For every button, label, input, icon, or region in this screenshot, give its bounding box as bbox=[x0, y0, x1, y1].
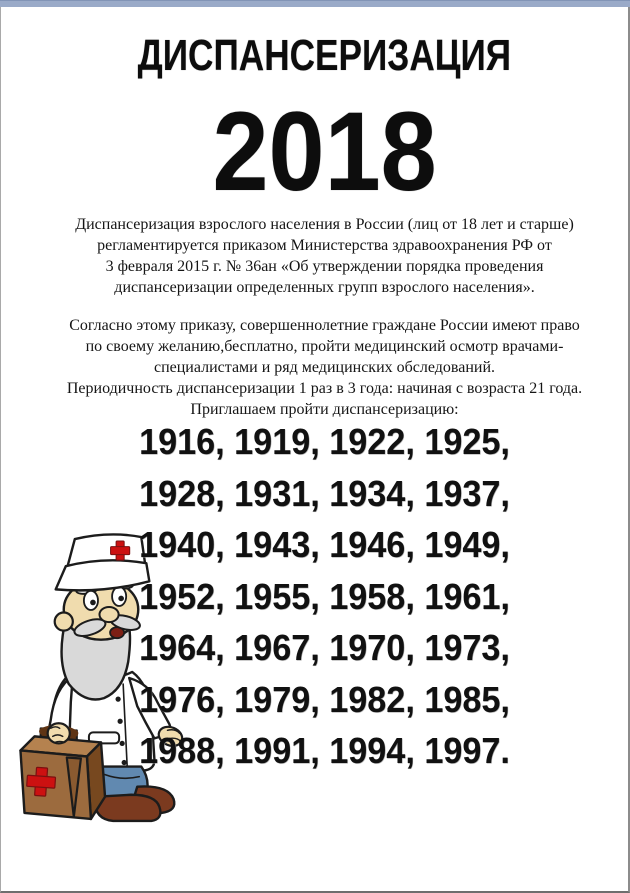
page-title-text: ДИСПАНСЕРИЗАЦИЯ bbox=[137, 31, 512, 80]
years-line: 1988, 1991, 1994, 1997. bbox=[139, 730, 510, 771]
years-line: 1952, 1955, 1958, 1961, bbox=[139, 575, 510, 617]
paragraph-line: 3 февраля 2015 г. № 36ан «Об утверждении порядка проведения bbox=[105, 258, 544, 275]
page-title bbox=[41, 32, 608, 80]
window-chrome-edge bbox=[0, 0, 630, 7]
paragraph-line: регламентируется приказом Министерства здравоохранения РФ от bbox=[97, 237, 552, 254]
paragraph-line: диспансеризации определенных групп взрослого населения». bbox=[114, 279, 535, 296]
birth-years-list bbox=[55, 416, 594, 777]
regulation-paragraph bbox=[41, 214, 608, 298]
years-line: 1916, 1919, 1922, 1925, bbox=[139, 421, 510, 462]
years-line: 1940, 1943, 1946, 1949, bbox=[139, 524, 510, 565]
paragraph-line: специалистами и ряд медицинских обследований. bbox=[153, 359, 496, 376]
paragraph-line: Периодичность диспансеризации 1 раз в 3 года: начиная с возраста 21 года. bbox=[66, 380, 583, 397]
year-heading-text: 2018 bbox=[212, 89, 437, 214]
paragraph-line: Диспансеризация взрослого населения в России (лиц от 18 лет и старше) bbox=[75, 216, 574, 233]
years-line: 1928, 1931, 1934, 1937, bbox=[139, 472, 510, 514]
years-line: 1964, 1967, 1970, 1973, bbox=[139, 627, 510, 668]
paragraph-line: Согласно этому приказу, совершеннолетние граждане России имеют право bbox=[69, 317, 580, 334]
paragraph-line: Приглашаем пройти диспансеризацию: bbox=[190, 401, 459, 418]
years-line: 1976, 1979, 1982, 1985, bbox=[139, 678, 510, 720]
poster-content bbox=[1, 32, 628, 777]
year-heading bbox=[41, 89, 608, 214]
invitation-paragraph bbox=[41, 315, 608, 420]
poster-page bbox=[0, 5, 630, 893]
paragraph-line: по своему желанию,бесплатно, пройти медицинский осмотр врачами- bbox=[85, 338, 564, 355]
